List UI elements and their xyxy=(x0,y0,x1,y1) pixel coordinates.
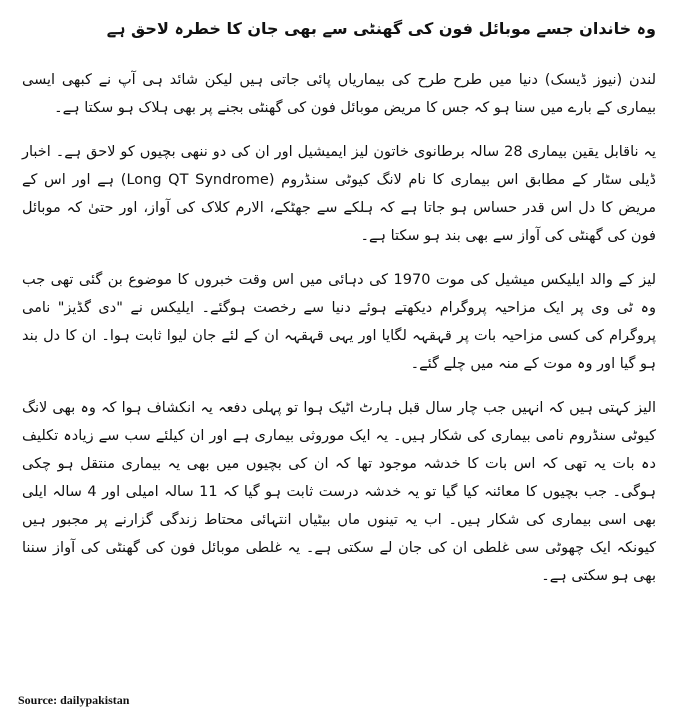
article-paragraph-2: یہ ناقابل یقین بیماری 28 سالہ برطانوی خاتون لیز ایمیشیل اور ان کی دو ننھی بچیوں کو لاحق ہے۔ اخبار ڈیلی سٹار کے مطابق اس بیماری کا نام لانگ کیوٹی سنڈروم (Long QT Syndrome) ہے اور اس کے مریض کا دل اس قدر حساس ہو جاتا ہے کہ ہلکے سے جھٹکے، الارم کلاک کی آواز، اور حتیٰ کہ موبائل فون کی گھنٹی کی آواز سے بھی بند ہو سکتا ہے۔ xyxy=(22,144,657,244)
article-headline: وہ خاندان جسے موبائل فون کی گھنٹی سے بھی جان کا خطرہ لاحق ہے xyxy=(106,19,656,38)
article-paragraph-1: لندن (نیوز ڈیسک) دنیا میں طرح طرح کی بیماریاں پائی جاتی ہیں لیکن شائد ہی آپ نے کبھی ایسی بیماری کے بارے میں سنا ہو کہ جس کا مریض موبائل فون کی گھنٹی بجنے پر بھی ہلاک ہو سکتا ہے۔ xyxy=(22,72,656,116)
article-paragraph-3: لیز کے والد ایلیکس میشیل کی موت 1970 کی دہائی میں اس وقت خبروں کا موضوع بن گئی تھی جب وہ ٹی وی پر ایک مزاحیہ پروگرام دیکھتے ہوئے دنیا سے رخصت ہوگئے۔ ایلیکس نے "دی گڈیز" نامی پروگرام کی کسی مزاحیہ بات پر قہقہہ لگایا اور یہی قہقہہ ان کے لئے جان لیوا ثابت ہوا۔ ان کا دل بند ہو گیا اور وہ موت کے منہ میں چلے گئے۔ xyxy=(22,272,656,372)
article-paragraph-4: الیز کہتی ہیں کہ انہیں جب چار سال قبل ہارٹ اٹیک ہوا تو پہلی دفعہ یہ انکشاف ہوا کہ وہ بھی لانگ کیوٹی سنڈروم نامی بیماری کی شکار ہیں۔ یہ ایک موروثی بیماری ہے اور ان کیلئے سب سے زیادہ تکلیف دہ بات یہ تھی کہ اس بات کا خدشہ موجود تھا کہ ان کی بچیوں میں بھی یہ بیماری منتقل ہو چکی ہوگی۔ جب بچیوں کا معائنہ کیا گیا تو یہ خدشہ درست ثابت ہو گیا کہ 11 سالہ امیلی اور 4 سالہ ایلی بھی اسی بیماری کی شکار ہیں۔ اب یہ تینوں ماں بیٹیاں انتہائی محتاط زندگی گزارنے پر مجبور ہیں کیونکہ ایک چھوٹی سی غلطی ان کی جان لے سکتی ہے۔ یہ غلطی موبائل فون کی گھنٹی کی آواز سننا بھی ہو سکتی ہے۔ xyxy=(22,400,656,584)
source-credit: Source: dailypakistan xyxy=(18,693,130,707)
